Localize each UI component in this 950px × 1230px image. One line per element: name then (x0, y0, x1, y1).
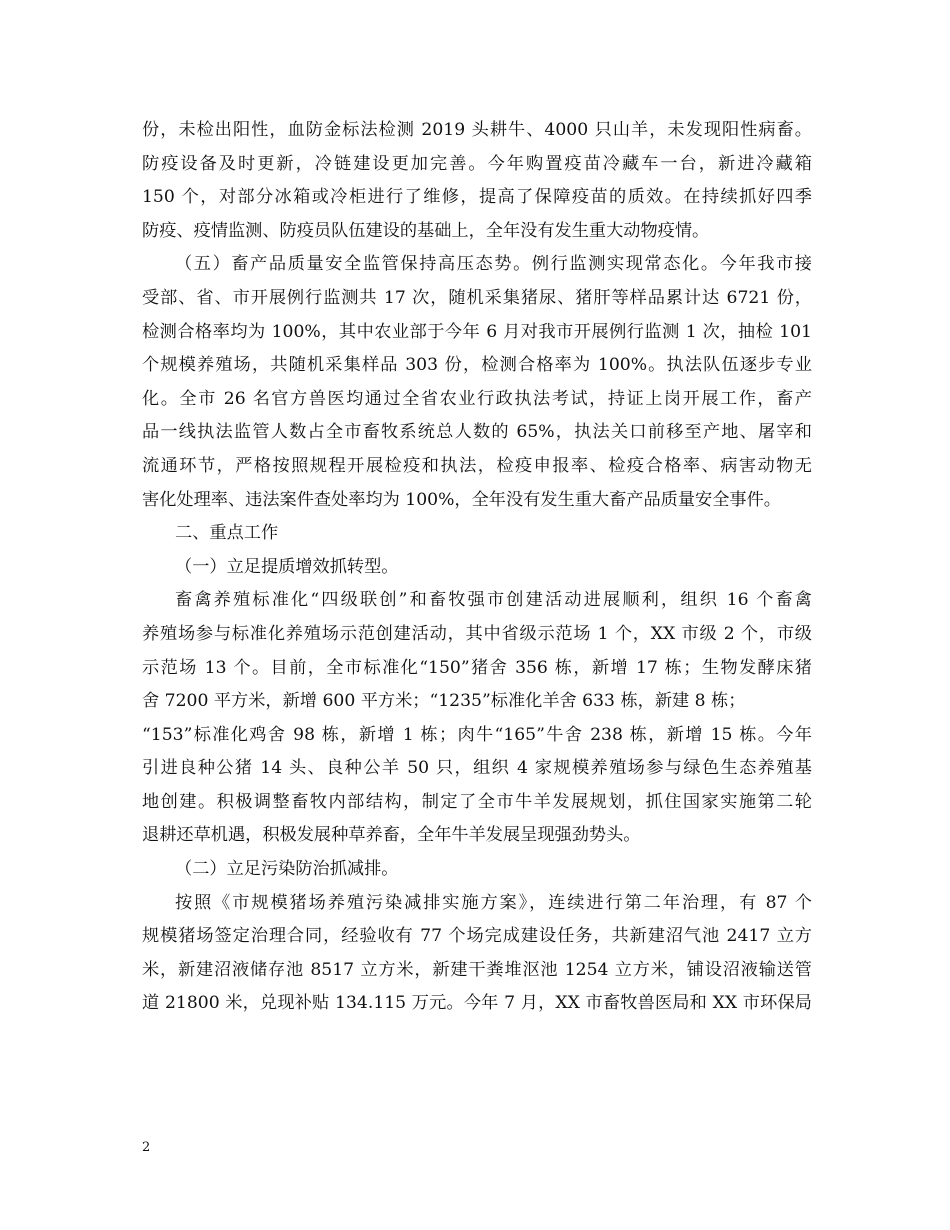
text-line: 受部、省、市开展例行监测共 17 次，随机采集猪尿、猪肝等样品累计达 6721 份， (142, 287, 812, 308)
section-heading: 二、重点工作 (175, 523, 279, 544)
text-line: “153”标准化鸡舍 98 栋，新增 1 栋；肉牛“165”牛舍 238 栋，新增 15 栋。今年 (142, 724, 812, 745)
text-line: 畜禽养殖标准化“四级联创”和畜牧强市创建活动进展顺利，组织 16 个畜禽 (175, 590, 812, 611)
text-line: 米，新建沼液储存池 8517 立方米，新建干粪堆沤池 1254 立方米，铺设沼液输送管 (142, 959, 812, 980)
text-line: 引进良种公猪 14 头、良种公羊 50 只，组织 4 家规模养殖场参与绿色生态养殖基 (142, 758, 812, 779)
text-line: 退耕还草机遇，积极发展种草养畜，全年牛羊发展呈现强劲势头。 (142, 825, 641, 846)
text-line: 规模猪场签定治理合同，经验收有 77 个场完成建设任务，共新建沼气池 2417 立方 (142, 926, 812, 947)
text-line: 流通环节，严格按照规程开展检疫和执法，检疫申报率、检疫合格率、病害动物无 (142, 455, 812, 476)
text-line: 品一线执法监管人数占全市畜牧系统总人数的 65%，执法关口前移至产地、屠宰和 (142, 422, 812, 443)
text-line: 舍 7200 平方米，新增 600 平方米；“1235”标准化羊舍 633 栋，新建 8 栋； (142, 691, 746, 712)
page-number: 2 (142, 1140, 151, 1155)
text-line: 150 个，对部分冰箱或冷柜进行了维修，提高了保障疫苗的质效。在持续抓好四季 (142, 187, 812, 208)
text-line: 按照《市规模猪场养殖污染减排实施方案》，连续进行第二年治理，有 87 个 (175, 892, 812, 913)
text-line: 道 21800 米，兑现补贴 134.115 万元。今年 7 月，XX 市畜牧兽医局和 XX 市环保局 (142, 993, 812, 1014)
text-line: 份，未检出阳性，血防金标法检测 2019 头耕牛、4000 只山羊，未发现阳性病畜。 (142, 120, 812, 140)
text-line: 个规模养殖场，共随机采集样品 303 份，检测合格率为 100%。执法队伍逐步专业 (142, 355, 812, 376)
document-body (142, 114, 812, 1021)
text-line: 养殖场参与标准化养殖场示范创建活动，其中省级示范场 1 个，XX 市级 2 个，市级 (142, 623, 812, 644)
text-line: 防疫设备及时更新，冷链建设更加完善。今年购置疫苗冷藏车一台，新进冷藏箱 (142, 153, 812, 174)
subsection-heading: （二）立足污染防治抓减排。 (175, 859, 399, 880)
subsection-heading: （一）立足提质增效抓转型。 (175, 556, 399, 577)
text-line: 地创建。积极调整畜牧内部结构，制定了全市牛羊发展规划，抓住国家实施第二轮 (142, 791, 812, 812)
text-line: 示范场 13 个。目前，全市标准化“150”猪舍 356 栋，新增 17 栋；生物发酵床猪 (142, 657, 812, 678)
text-line: 害化处理率、违法案件查处率均为 100%，全年没有发生重大畜产品质量安全事件。 (142, 489, 781, 510)
text-line: （五）畜产品质量安全监管保持高压态势。例行监测实现常态化。今年我市接 (175, 254, 812, 275)
text-line: 化。全市 26 名官方兽医均通过全省农业行政执法考试，持证上岗开展工作，畜产 (142, 388, 812, 409)
text-line: 检测合格率均为 100%，其中农业部于今年 6 月对我市开展例行监测 1 次，抽检 101 (142, 321, 812, 342)
text-line: 防疫、疫情监测、防疫员队伍建设的基础上，全年没有发生重大动物疫情。 (142, 220, 710, 241)
